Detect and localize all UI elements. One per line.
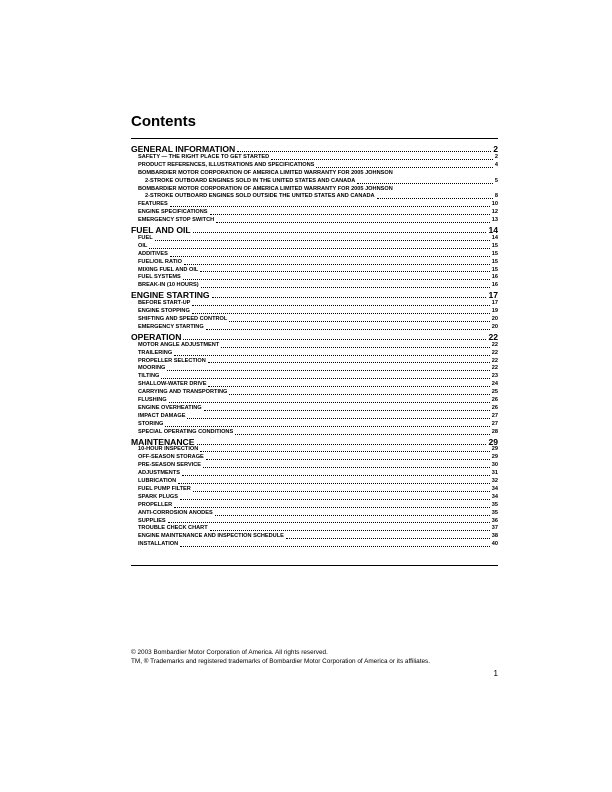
toc-label: SHALLOW-WATER DRIVE xyxy=(138,381,207,388)
toc-entry[interactable] xyxy=(131,193,498,201)
toc-entry[interactable] xyxy=(131,282,498,290)
toc-label: FLUSHING xyxy=(138,397,167,404)
toc-label: ENGINE MAINTENANCE AND INSPECTION SCHEDULE xyxy=(138,533,284,540)
toc-page-number: 5 xyxy=(494,177,498,184)
toc-entry[interactable] xyxy=(131,274,498,282)
toc-label: BOMBARDIER MOTOR CORPORATION OF AMERICA LIMITED WARRANTY FOR 2005 JOHNSON xyxy=(138,169,393,176)
toc-leader-dots xyxy=(169,401,490,403)
toc-leader-dots xyxy=(161,377,489,379)
toc-leader-dots xyxy=(206,328,490,330)
toc-leader-dots xyxy=(229,393,489,395)
toc-label: GENERAL INFORMATION xyxy=(131,144,236,154)
toc-label: BREAK-IN (10 HOURS) xyxy=(138,282,199,289)
toc-page-number: 16 xyxy=(491,282,498,289)
toc-leader-dots xyxy=(316,166,492,168)
toc-entry[interactable] xyxy=(131,300,498,308)
toc-leader-dots xyxy=(183,338,486,340)
toc-page-number: 2 xyxy=(494,153,498,160)
toc-entry[interactable] xyxy=(131,324,498,332)
toc-entry[interactable] xyxy=(131,251,498,259)
toc-leader-dots xyxy=(203,466,490,468)
toc-entry[interactable] xyxy=(131,365,498,373)
footer xyxy=(131,648,498,666)
toc-page-number: 24 xyxy=(491,381,498,388)
toc-page-number: 22 xyxy=(491,357,498,364)
toc-page-number: 10 xyxy=(491,201,498,208)
toc-page-number: 38 xyxy=(491,533,498,540)
toc-leader-dots xyxy=(180,545,490,547)
toc-section[interactable] xyxy=(131,225,498,235)
toc-label: PROPELLER SELECTION xyxy=(138,357,206,364)
toc-label: PROPELLER xyxy=(138,501,173,508)
toc-leader-dots xyxy=(184,263,490,265)
toc-leader-dots xyxy=(237,150,491,152)
toc-entry[interactable] xyxy=(131,267,498,275)
toc-page-number: 2 xyxy=(493,144,498,154)
toc-label: TRAILERING xyxy=(138,349,173,356)
toc-leader-dots xyxy=(286,537,490,539)
toc-leader-dots xyxy=(357,182,493,184)
toc-entry[interactable] xyxy=(131,316,498,324)
toc-page-number: 15 xyxy=(491,242,498,249)
toc-entry[interactable] xyxy=(131,478,498,486)
toc-page-number: 14 xyxy=(488,225,498,236)
toc-label: SAFETY — THE RIGHT PLACE TO GET STARTED xyxy=(138,153,270,160)
toc-entry[interactable] xyxy=(131,397,498,405)
toc-leader-dots xyxy=(193,231,487,233)
toc-entry[interactable] xyxy=(131,462,498,470)
toc-entry[interactable] xyxy=(131,186,498,194)
toc-leader-dots xyxy=(200,450,489,452)
toc-page-number: 23 xyxy=(491,373,498,380)
toc-label: STORING xyxy=(138,420,164,427)
toc-entry[interactable] xyxy=(131,421,498,429)
toc-page-number: 37 xyxy=(491,525,498,532)
toc-label: FUEL/OIL RATIO xyxy=(138,258,182,265)
toc-page-number: 35 xyxy=(491,501,498,508)
toc-page-number: 27 xyxy=(491,420,498,427)
toc-entry[interactable] xyxy=(131,342,498,350)
toc-leader-dots xyxy=(216,221,490,223)
toc-page-number: 29 xyxy=(491,454,498,461)
toc-page-number: 29 xyxy=(491,446,498,453)
toc-entry[interactable] xyxy=(131,243,498,251)
toc-leader-dots xyxy=(149,247,489,249)
toc-label: CARRYING AND TRANSPORTING xyxy=(138,389,228,396)
toc-page-number: 22 xyxy=(491,365,498,372)
toc-label: FUEL AND OIL xyxy=(131,225,191,236)
page-number: 1 xyxy=(493,669,498,678)
toc-label: SUPPLIES xyxy=(138,517,166,524)
toc-label: MOORING xyxy=(138,365,166,372)
toc-entry[interactable] xyxy=(131,308,498,316)
toc-label: FEATURES xyxy=(138,201,168,208)
toc-label: ADJUSTMENTS xyxy=(138,470,180,477)
toc-leader-dots xyxy=(204,409,490,411)
toc-entry[interactable] xyxy=(131,518,498,526)
toc-label: FUEL PUMP FILTER xyxy=(138,485,191,492)
toc-label: 10-HOUR INSPECTION xyxy=(138,446,199,453)
toc-entry[interactable] xyxy=(131,381,498,389)
toc-leader-dots xyxy=(200,270,489,272)
toc-leader-dots xyxy=(170,205,490,207)
toc-page-number: 34 xyxy=(491,493,498,500)
toc-entry[interactable] xyxy=(131,217,498,225)
toc-entry[interactable] xyxy=(131,525,498,533)
toc-leader-dots xyxy=(174,354,490,356)
toc-label: FUEL xyxy=(138,235,153,241)
toc-page-number: 22 xyxy=(491,341,498,348)
copyright-notice: © 2003 Bombardier Motor Corporation of America. All rights reserved. xyxy=(131,649,328,656)
toc-leader-dots xyxy=(155,239,490,241)
toc-label: ENGINE STOPPING xyxy=(138,308,190,315)
toc-leader-dots xyxy=(197,443,487,445)
toc-leader-dots xyxy=(182,474,490,476)
toc-leader-dots xyxy=(201,286,490,288)
toc-section[interactable] xyxy=(131,290,498,300)
trademark-notice: TM, ® Trademarks and registered trademarks of Bombardier Motor Corporation of America or its affiliates. xyxy=(131,658,431,665)
toc-label: 2-STROKE OUTBOARD ENGINES SOLD OUTSIDE THE UNITED STATES AND CANADA xyxy=(145,193,375,200)
toc-page-number: 4 xyxy=(494,161,498,168)
toc-page-number: 17 xyxy=(488,290,498,301)
toc-entry[interactable] xyxy=(131,389,498,397)
toc-label: TROUBLE CHECK CHART xyxy=(138,525,208,532)
toc-label: LUBRICATION xyxy=(138,478,177,485)
toc-entry[interactable] xyxy=(131,405,498,413)
toc-label: PRODUCT REFERENCES, ILLUSTRATIONS AND SPECIFICATIONS xyxy=(138,161,315,168)
toc-label: EMERGENCY STARTING xyxy=(138,323,204,330)
toc-leader-dots xyxy=(377,197,493,199)
toc-section[interactable] xyxy=(131,437,498,447)
toc-entry[interactable] xyxy=(131,170,498,178)
toc-label: ENGINE STARTING xyxy=(131,290,210,301)
toc-leader-dots xyxy=(167,369,489,371)
toc-entry[interactable] xyxy=(131,178,498,186)
toc-page-number: 14 xyxy=(491,235,498,241)
toc-entry[interactable] xyxy=(131,373,498,381)
toc-label: ENGINE SPECIFICATIONS xyxy=(138,209,208,216)
toc-leader-dots xyxy=(187,417,489,419)
toc-label: SHIFTING AND SPEED CONTROL xyxy=(138,316,228,323)
toc-label: MIXING FUEL AND OIL xyxy=(138,266,199,273)
toc-label: IMPACT DAMAGE xyxy=(138,412,186,419)
toc-page-number: 17 xyxy=(491,300,498,307)
toc-page-number: 12 xyxy=(491,209,498,216)
toc-label: BOMBARDIER MOTOR CORPORATION OF AMERICA LIMITED WARRANTY FOR 2005 JOHNSON xyxy=(138,185,393,192)
toc-entry[interactable] xyxy=(131,510,498,518)
toc-entry[interactable] xyxy=(131,454,498,462)
toc-leader-dots xyxy=(206,458,490,460)
toc-label: BEFORE START-UP xyxy=(138,300,191,307)
toc-entry[interactable] xyxy=(131,358,498,366)
toc-page-number: 34 xyxy=(491,485,498,492)
toc-label: ANTI-CORROSION ANODES xyxy=(138,509,213,516)
toc-page-number: 40 xyxy=(491,541,498,548)
toc-entry[interactable] xyxy=(131,533,498,541)
toc-page-number: 36 xyxy=(491,517,498,524)
toc-label: PRE-SEASON SERVICE xyxy=(138,462,201,469)
toc-leader-dots xyxy=(193,490,490,492)
toc-page-number: 30 xyxy=(491,462,498,469)
toc-entry[interactable] xyxy=(131,235,498,243)
toc-leader-dots xyxy=(180,498,490,500)
toc-page-number: 26 xyxy=(491,397,498,404)
toc-page-number: 15 xyxy=(491,250,498,257)
toc-page-number: 19 xyxy=(491,308,498,315)
toc-label: FUEL SYSTEMS xyxy=(138,274,181,281)
toc-page-number: 13 xyxy=(491,217,498,224)
toc-label: OIL xyxy=(138,242,148,249)
toc-page-number: 26 xyxy=(491,404,498,411)
toc-entry[interactable] xyxy=(131,162,498,170)
toc-page-number: 25 xyxy=(491,389,498,396)
toc-leader-dots xyxy=(208,385,489,387)
toc-label: OFF-SEASON STORAGE xyxy=(138,454,204,461)
toc-label: MOTOR ANGLE ADJUSTMENT xyxy=(138,341,220,348)
toc-page-number: 16 xyxy=(491,274,498,281)
toc-leader-dots xyxy=(170,255,490,257)
toc-entry[interactable] xyxy=(131,541,498,549)
toc-label: MAINTENANCE xyxy=(131,436,195,447)
toc-label: OPERATION xyxy=(131,331,182,342)
toc-page-number: 8 xyxy=(494,193,498,200)
toc-entry[interactable] xyxy=(131,154,498,162)
toc-section[interactable] xyxy=(131,144,498,154)
toc-entry[interactable] xyxy=(131,350,498,358)
toc-leader-dots xyxy=(215,514,490,516)
toc-entry[interactable] xyxy=(131,413,498,421)
toc-page-number: 29 xyxy=(488,436,498,447)
toc-entry[interactable] xyxy=(131,259,498,267)
toc-label: EMERGENCY STOP SWITCH xyxy=(138,217,215,224)
toc-leader-dots xyxy=(174,506,490,508)
toc-leader-dots xyxy=(183,278,490,280)
toc-leader-dots xyxy=(235,433,490,435)
toc-leader-dots xyxy=(192,312,490,314)
toc-page-number: 35 xyxy=(491,509,498,516)
toc-leader-dots xyxy=(221,346,490,348)
toc-entry[interactable] xyxy=(131,429,498,437)
toc-leader-dots xyxy=(212,296,487,298)
toc-page-number: 32 xyxy=(491,478,498,485)
toc-leader-dots xyxy=(229,320,489,322)
bottom-divider xyxy=(131,565,498,566)
toc-entry[interactable] xyxy=(131,209,498,217)
page-title: Contents xyxy=(131,113,196,130)
toc-label: 2-STROKE OUTBOARD ENGINES SOLD IN THE UNITED STATES AND CANADA xyxy=(145,177,356,184)
toc-label: TILTING xyxy=(138,373,160,380)
toc-leader-dots xyxy=(208,361,490,363)
toc-leader-dots xyxy=(210,213,490,215)
toc-leader-dots xyxy=(178,482,490,484)
toc-page-number: 15 xyxy=(491,266,498,273)
toc-leader-dots xyxy=(168,521,490,523)
toc-label: INSTALLATION xyxy=(138,541,179,548)
toc-label: ENGINE OVERHEATING xyxy=(138,404,202,411)
toc-entry[interactable] xyxy=(131,486,498,494)
toc-label: ADDITIVES xyxy=(138,250,168,257)
toc-entry[interactable] xyxy=(131,502,498,510)
toc-label: SPECIAL OPERATING CONDITIONS xyxy=(138,428,234,435)
toc-page-number: 31 xyxy=(491,470,498,477)
toc-leader-dots xyxy=(192,304,489,306)
table-of-contents xyxy=(131,144,498,549)
toc-page-number: 27 xyxy=(491,412,498,419)
toc-leader-dots xyxy=(165,425,489,427)
toc-page-number: 28 xyxy=(491,428,498,435)
toc-page-number: 15 xyxy=(491,258,498,265)
toc-leader-dots xyxy=(271,158,493,160)
toc-entry[interactable] xyxy=(131,201,498,209)
toc-entry[interactable] xyxy=(131,470,498,478)
toc-page-number: 22 xyxy=(491,349,498,356)
toc-page-number: 20 xyxy=(491,316,498,323)
top-divider xyxy=(131,138,498,139)
toc-section[interactable] xyxy=(131,332,498,342)
toc-page-number: 20 xyxy=(491,323,498,330)
toc-entry[interactable] xyxy=(131,447,498,455)
toc-page-number: 22 xyxy=(488,331,498,342)
toc-entry[interactable] xyxy=(131,494,498,502)
toc-label: SPARK PLUGS xyxy=(138,493,178,500)
toc-leader-dots xyxy=(210,529,490,531)
